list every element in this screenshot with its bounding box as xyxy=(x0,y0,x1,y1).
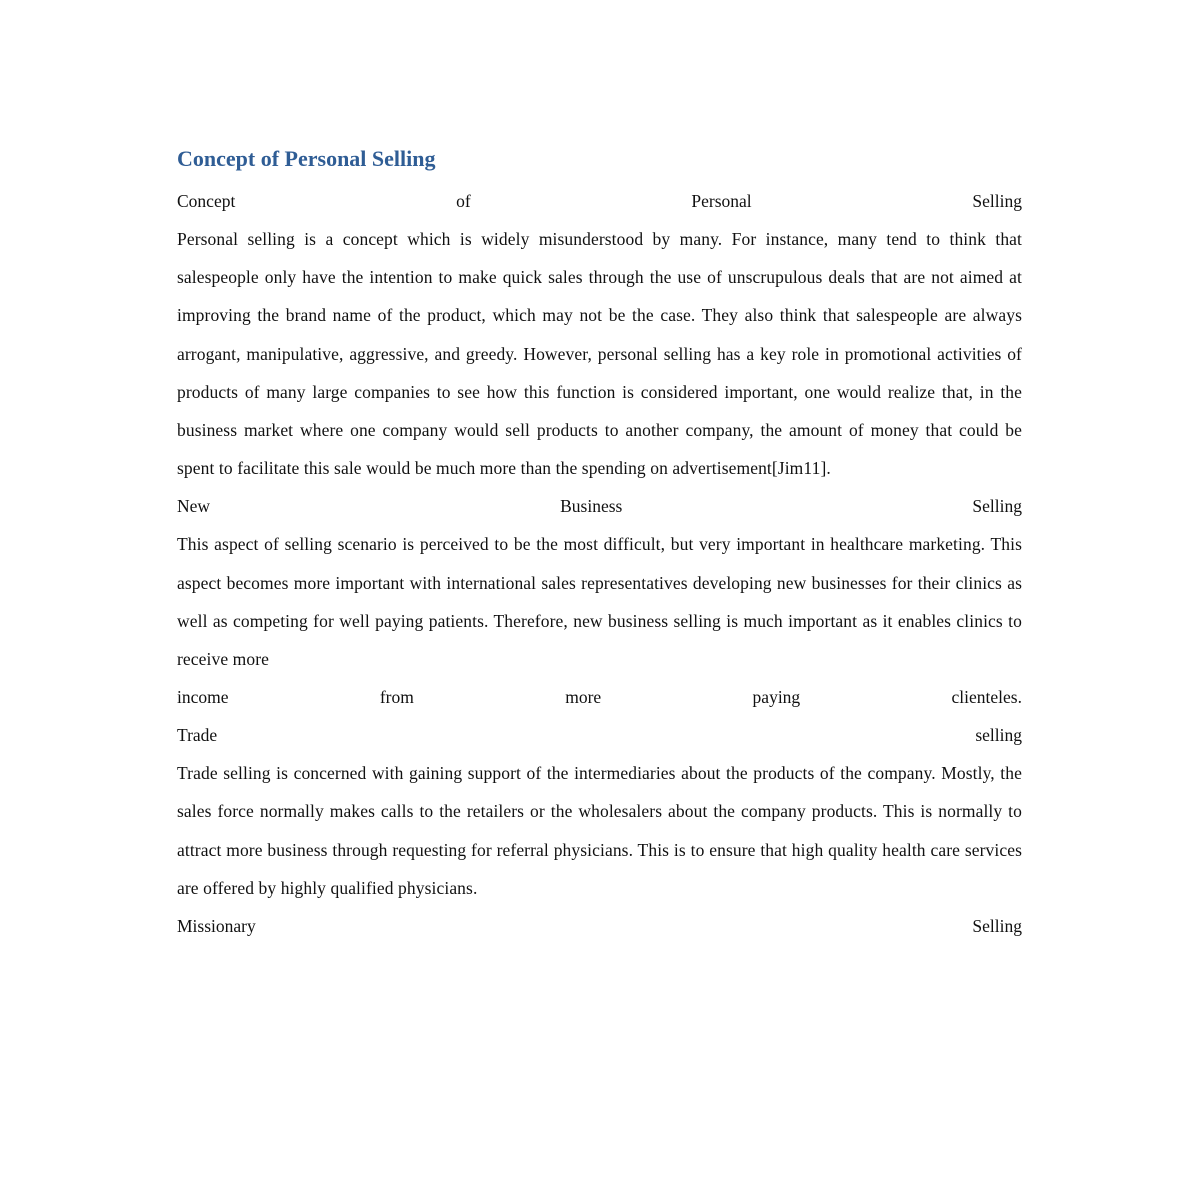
subheading-word: New xyxy=(177,496,211,517)
paragraph-word: paying xyxy=(752,687,801,708)
paragraph-word: clienteles. xyxy=(951,687,1022,708)
subheading-word: Personal xyxy=(691,191,752,211)
subheading-word: Missionary xyxy=(177,916,256,937)
subheading-word: Selling xyxy=(972,496,1022,517)
subheading-word: of xyxy=(456,191,471,211)
paragraph-word: from xyxy=(379,687,414,708)
subheading-trade-selling xyxy=(177,716,1022,754)
paragraph-trade-selling: Trade selling is concerned with gaining support of the intermediaries about the products of the company. Mostly, the sales force normally makes calls to the retailers or the wholesalers about the company products. This is normally to attract more business through requesting for referral physicians. This is to ensure that high quality health care services are offered by highly qualified physicians. xyxy=(177,763,1022,898)
subheading-concept-of-personal-selling xyxy=(177,182,1022,220)
document-title: Concept of Personal Selling xyxy=(177,146,436,171)
paragraph-personal-selling: Personal selling is a concept which is widely misunderstood by many. For instance, many tend to think that salespeople only have the intention to make quick sales through the use of unscrupulous deals that are not aimed at improving the brand name of the product, which may not be the case. They also think that salespeople are always arrogant, manipulative, aggressive, and greedy. However, personal selling has a key role in promotional activities of products of many large companies to see how this function is considered important, one would realize that, in the business market where one company would sell products to another company, the amount of money that could be spent to facilitate this sale would be much more than the spending on advertisement[Jim11]. xyxy=(177,229,1022,479)
document-page xyxy=(177,140,1022,945)
subheading-word: Selling xyxy=(972,916,1022,937)
paragraph-word: more xyxy=(565,687,602,708)
subheading-word: Concept xyxy=(177,191,236,211)
paragraph-new-business-selling: This aspect of selling scenario is perceived to be the most difficult, but very important in healthcare marketing. This aspect becomes more important with international sales representatives developing new businesses for their clinics as well as competing for well paying patients. Therefore, new business selling is much important as it enables clinics to receive more xyxy=(177,534,1022,670)
subheading-word: selling xyxy=(975,725,1022,746)
paragraph-word: income xyxy=(177,687,229,708)
subheading-word: Trade xyxy=(177,725,218,746)
subheading-missionary-selling xyxy=(177,907,1022,945)
subheading-new-business-selling xyxy=(177,487,1022,525)
paragraph-tail-line xyxy=(177,678,1022,716)
subheading-word: Selling xyxy=(972,191,1022,211)
subheading-word: Business xyxy=(560,496,623,517)
